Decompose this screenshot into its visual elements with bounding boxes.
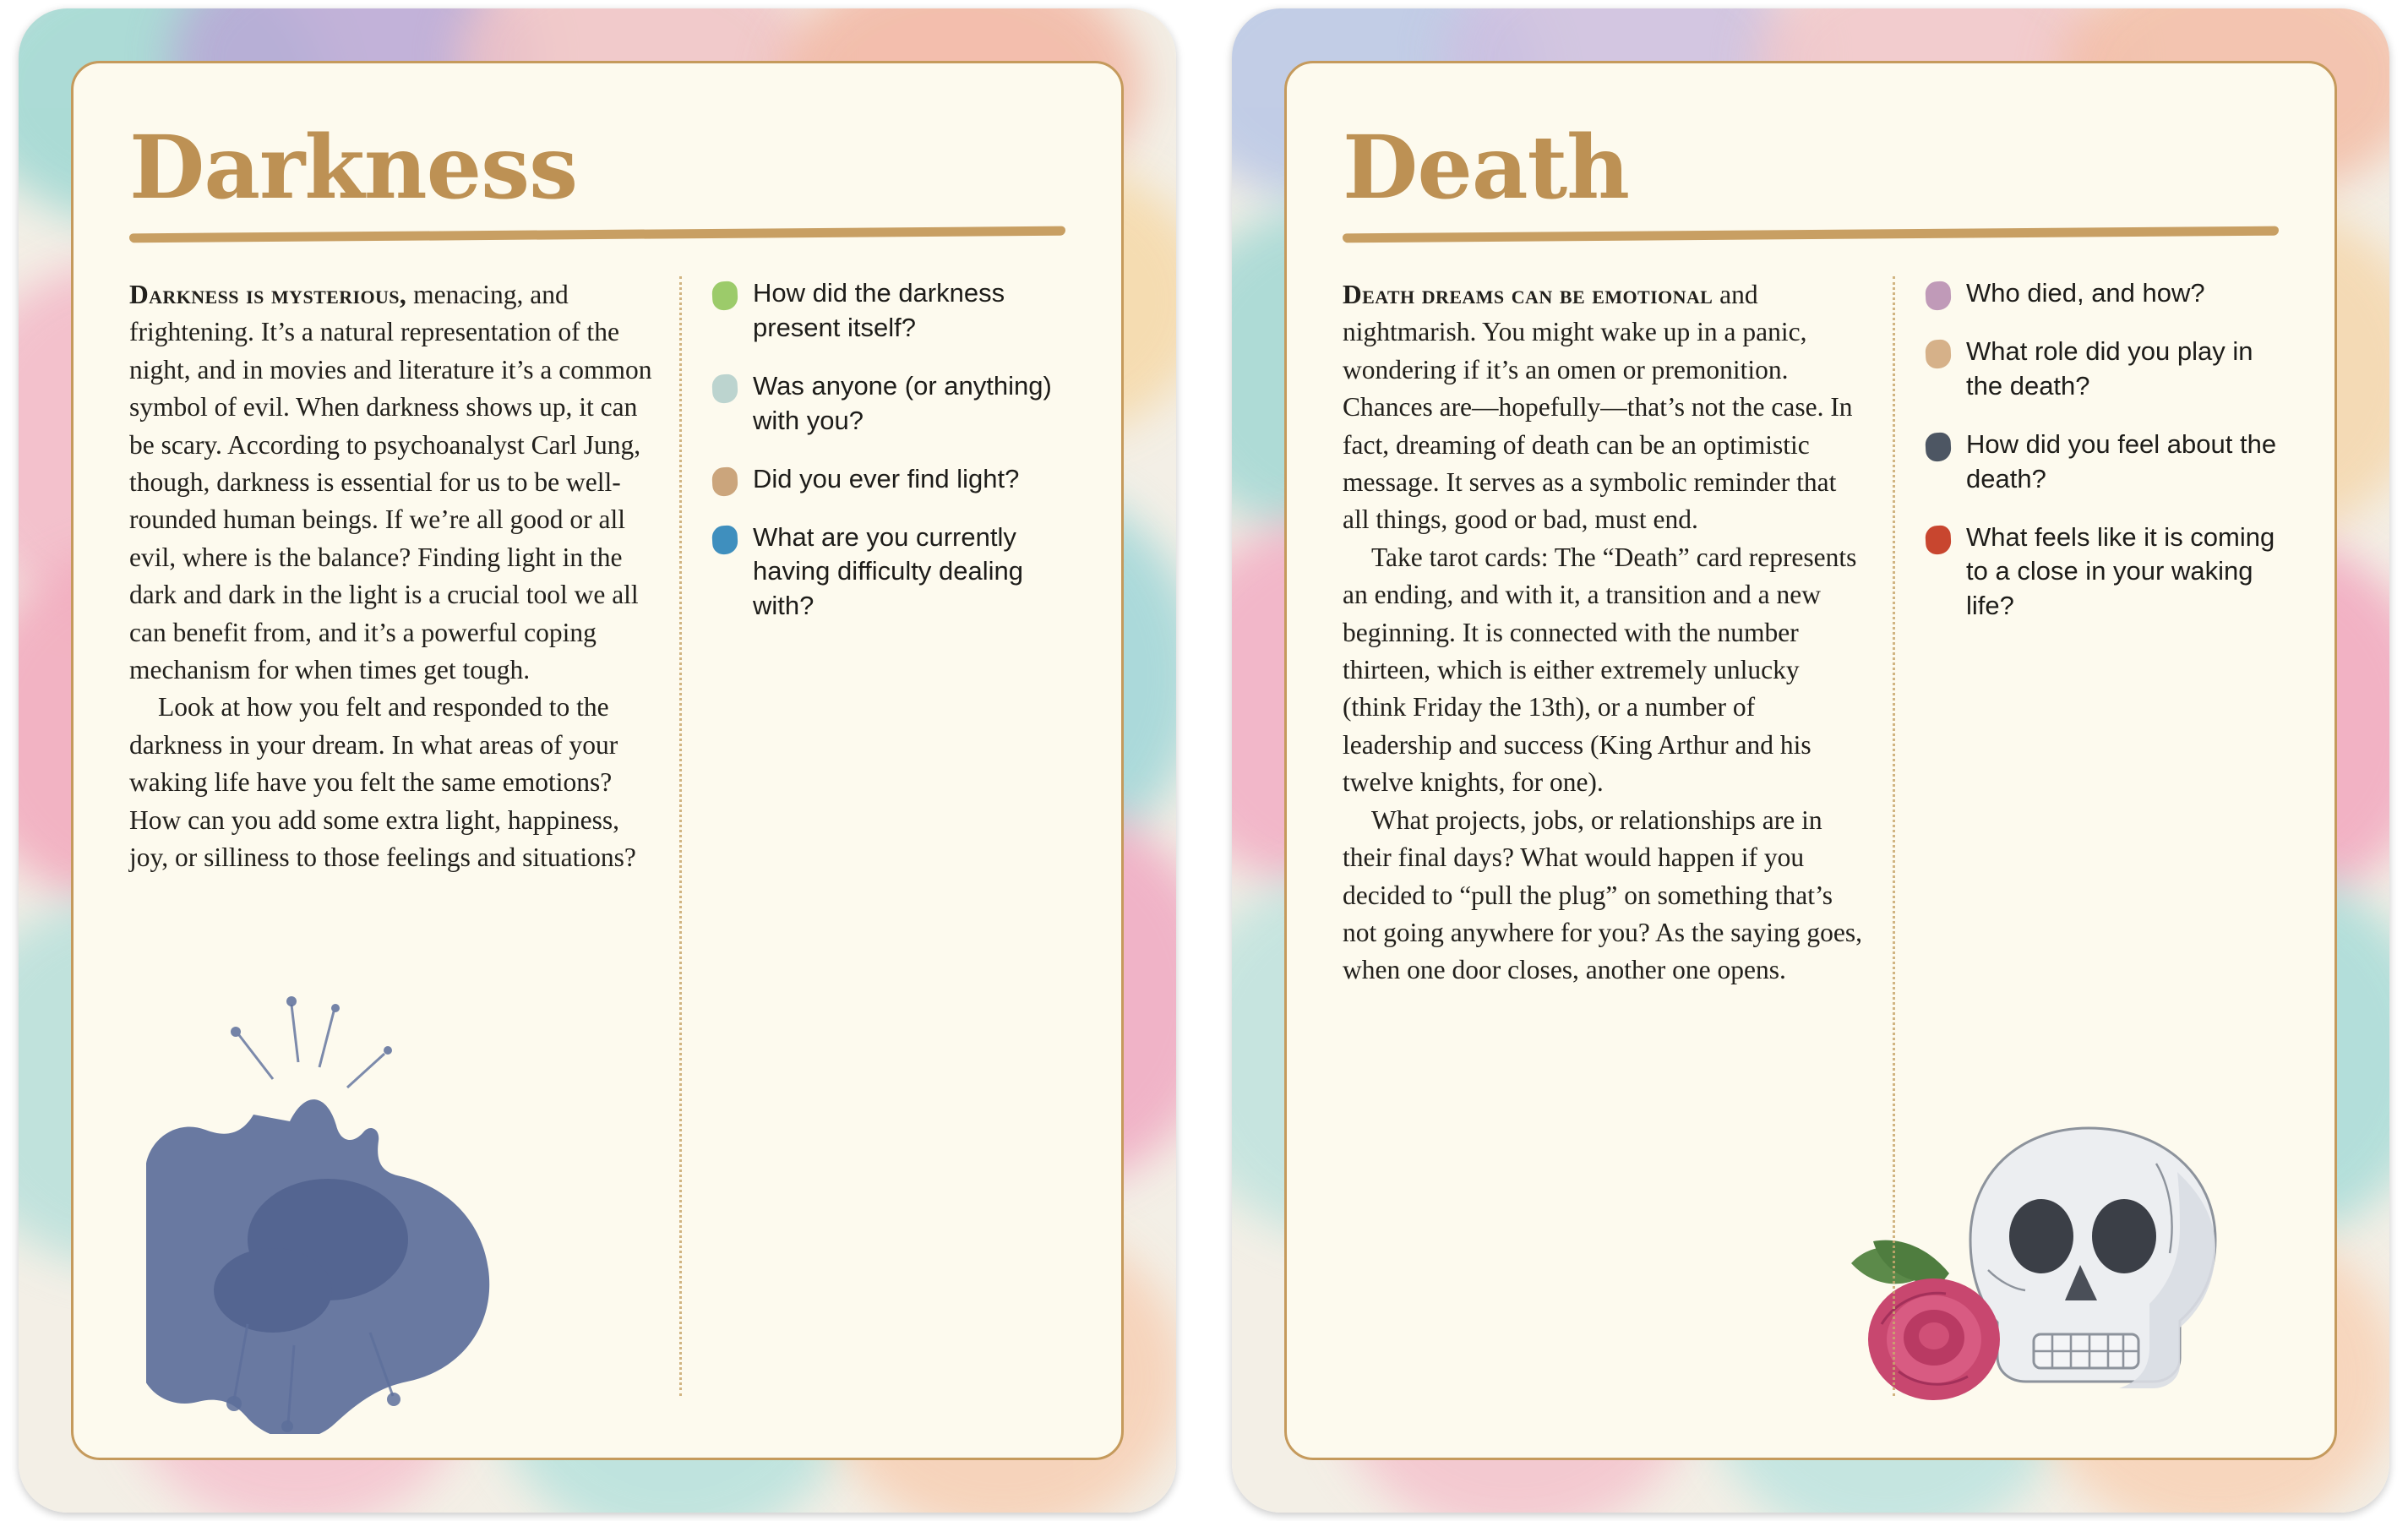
bullet-dot-icon — [711, 281, 738, 311]
body-paragraph — [1343, 539, 1866, 802]
question-text: Did you ever find light? — [753, 463, 1020, 493]
list-item — [712, 521, 1065, 624]
question-text: What are you currently having difficulty dealing with? — [753, 521, 1023, 621]
bullet-dot-icon — [711, 466, 738, 497]
list-item — [1926, 276, 2279, 311]
question-text: How did you feel about the death? — [1966, 428, 2277, 493]
body-paragraph — [1343, 802, 1866, 989]
question-text: Was anyone (or anything) with you? — [753, 370, 1052, 435]
paragraph-lead: Death dreams can be emotional — [1343, 280, 1713, 309]
body-text-column — [129, 276, 653, 1434]
body-paragraph — [1343, 276, 1866, 539]
question-text: What role did you play in the death? — [1966, 335, 2253, 401]
questions-column — [707, 276, 1065, 1434]
bullet-dot-icon — [1925, 432, 1952, 462]
paragraph-rest: Look at how you felt and responded to the darkness in your dream. In what areas of your waking life have you felt the same emotions? How can you add some extra light, happiness, joy, or silliness to those feelings and situations? — [129, 692, 636, 873]
column-divider — [1866, 276, 1920, 1434]
dotted-line — [679, 276, 682, 1396]
dotted-line — [1893, 276, 1895, 1396]
paragraph-rest: Take tarot cards: The “Death” card represents an ending, and with it, a transition and a new beginning. It is connected with the number thirteen, which is either extremely unlucky (think Friday the 13th), or a number of leadership and success (King Arthur and his twelve knights, for one). — [1343, 542, 1857, 798]
list-item — [1926, 428, 2279, 497]
bullet-dot-icon — [711, 373, 738, 404]
paragraph-lead: Darkness is mysterious, — [129, 280, 407, 309]
body-paragraph — [129, 276, 653, 689]
paragraph-rest: What projects, jobs, or relationships are in their final days? What would happen if you decided to “pull the plug” on something that’s not going anywhere for you? As the saying goes, when one door closes, another one opens. — [1343, 804, 1863, 985]
content-columns — [129, 276, 1065, 1434]
card-page — [1284, 61, 2337, 1460]
list-item — [1926, 521, 2279, 624]
body-paragraph — [129, 689, 653, 876]
bullet-dot-icon — [1925, 339, 1952, 369]
bullet-dot-icon — [1925, 525, 1952, 555]
question-text: Who died, and how? — [1966, 278, 2205, 308]
paragraph-rest: menacing, and frightening. It’s a natural representation of the night, and in movies and literature it’s a common symbol of evil. When darkness shows up, it can be scary. According to psychoanalyst Carl Jung, though, darkness is essential for us to be well-rounded human beings. If we’re all good or all evil, where is the balance? Finding light in the dark and dark in the light is a crucial tool we all can benefit from, and it’s a powerful coping mechanism for when times get tough. — [129, 280, 652, 685]
list-item — [1926, 335, 2279, 404]
paragraph-rest: and nightmarish. You might wake up in a panic, wondering if it’s an omen or premonition. Chances are—hopefully—that’s not the case. In fact, dreaming of death can be an optimistic message. It serves as a symbolic reminder that all things, good or bad, must end. — [1343, 280, 1853, 535]
questions-column — [1920, 276, 2279, 1434]
content-columns — [1343, 276, 2279, 1434]
card-page — [71, 61, 1124, 1460]
body-text-column — [1343, 276, 1866, 1434]
column-divider — [653, 276, 707, 1434]
question-text: What feels like it is coming to a close in your waking life? — [1966, 521, 2275, 621]
bullet-dot-icon — [1925, 281, 1952, 311]
bullet-dot-icon — [711, 525, 738, 555]
list-item — [712, 462, 1065, 497]
page-title: Darkness — [129, 117, 578, 219]
page-title: Death — [1343, 117, 1630, 219]
death-card — [1232, 8, 2389, 1513]
title-rule — [1343, 226, 2279, 243]
darkness-card — [19, 8, 1176, 1513]
ink-blot-illustration — [146, 961, 509, 1434]
question-text: How did the darkness present itself? — [753, 278, 1005, 342]
title-rule — [129, 226, 1065, 243]
list-item — [712, 369, 1065, 439]
list-item — [712, 276, 1065, 346]
